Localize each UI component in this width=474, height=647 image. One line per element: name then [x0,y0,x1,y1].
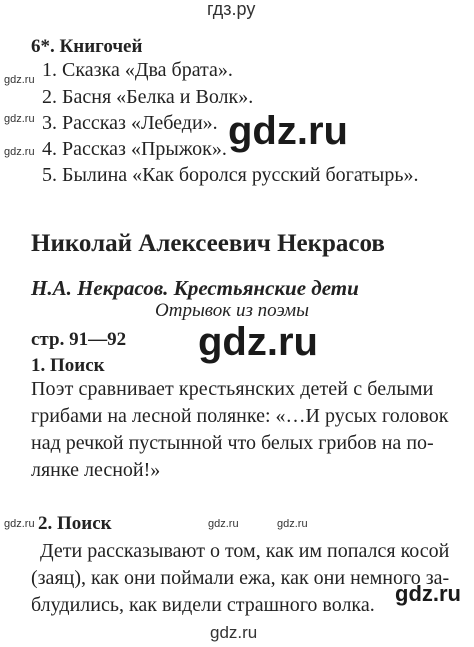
list-item: 1. Сказка «Два брата». [42,59,233,81]
text-line: лянке лесной!» [31,459,161,481]
list-item: 4. Рассказ «Прыжок». [42,138,227,160]
task-heading: 1. Поиск [31,355,105,376]
watermark-bottom: gdz.ru [210,623,258,642]
list-item: 5. Былина «Как боролся русский богатырь». [42,164,419,186]
watermark-medium: gdz.ru [395,581,461,606]
watermark-small: gdz.ru [4,74,35,86]
watermark-small: gdz.ru [4,518,35,530]
page-reference: стр. 91—92 [31,329,127,350]
text-line: над речкой пустынной что белых грибов на по- [31,432,434,454]
list-item: 2. Басня «Белка и Волк». [42,86,254,108]
work-title: Н.А. Некрасов. Крестьянские дети [31,276,359,300]
watermark-large: gdz.ru [198,320,318,364]
text-line: блудились, как видели страшного волка. [31,594,375,616]
text-line: (заяц), как они поймали ежа, как они немного за- [31,567,450,589]
watermark-small: gdz.ru [277,518,308,530]
watermark-large: gdz.ru [228,109,348,153]
task-heading: 2. Поиск [38,513,112,534]
work-subtitle: Отрывок из поэмы [155,300,310,321]
watermark-small: gdz.ru [4,146,35,158]
text-line: грибами на лесной полянке: «…И русых головок [31,405,449,427]
text-line: Дети рассказывают о том, как им попался косой [40,540,450,562]
section-heading: 6*. Книгочей [31,36,143,57]
author-heading: Николай Алексеевич Некрасов [31,230,385,257]
watermark-small: gdz.ru [4,113,35,125]
list-item: 3. Рассказ «Лебеди». [42,112,218,134]
watermark-top: гдз.ру [207,0,256,19]
watermark-small: gdz.ru [208,518,239,530]
text-line: Поэт сравнивает крестьянских детей с белыми [31,378,434,400]
